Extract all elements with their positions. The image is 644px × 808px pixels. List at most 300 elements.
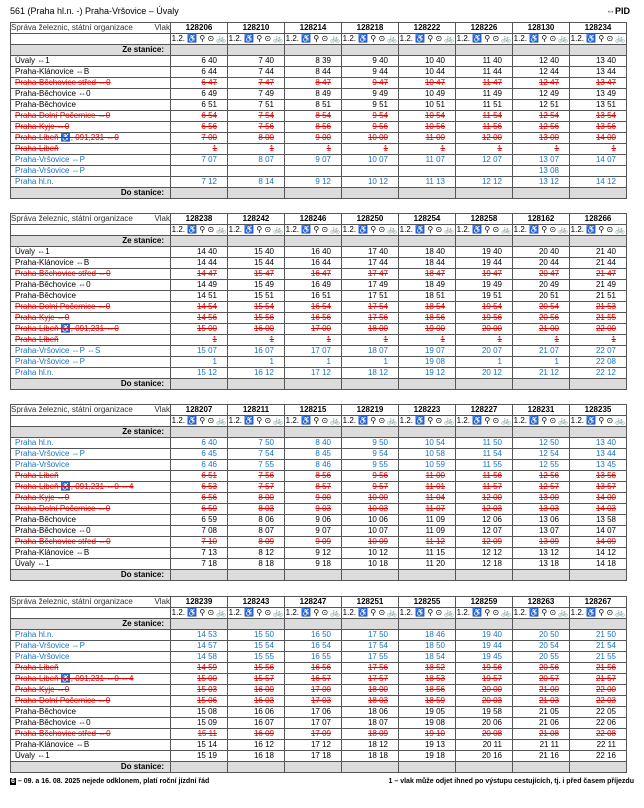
station-row bbox=[11, 258, 627, 269]
departure-time: 7 56 bbox=[228, 122, 285, 133]
departure-time: 11 55 bbox=[456, 460, 513, 471]
train-notes: 1.2. ♿ ⚲ ⊙ 🚲 bbox=[171, 34, 227, 43]
station-name: Praha-Vršovice bbox=[11, 460, 171, 471]
from-label: Ze stanice: bbox=[11, 619, 171, 630]
departure-time: 18 18 bbox=[342, 751, 399, 762]
station-name: Praha-Klánovice ⇔B bbox=[11, 740, 171, 751]
station-name: Praha-Libeň ♿, 091,231 ⇔0 bbox=[11, 133, 171, 144]
departure-time: 10 56 bbox=[399, 122, 456, 133]
departure-time: 8 47 bbox=[285, 78, 342, 89]
departure-time: 18 53 bbox=[399, 674, 456, 685]
departure-time: 11 40 bbox=[456, 56, 513, 67]
departure-time: 22 16 bbox=[570, 751, 627, 762]
departure-time: 11 01 bbox=[399, 482, 456, 493]
departure-time: 7 40 bbox=[228, 56, 285, 67]
operator-cell bbox=[11, 23, 171, 34]
station-name: Praha-Klánovice ⇔B bbox=[11, 548, 171, 559]
departure-time: 6 40 bbox=[171, 438, 228, 449]
train-notes: 1.2. ♿ ⚲ ⊙ 🚲 bbox=[171, 225, 227, 234]
departure-time: 18 07 bbox=[342, 718, 399, 729]
departure-time: 10 09 bbox=[342, 537, 399, 548]
departure-time: 17 49 bbox=[342, 280, 399, 291]
departure-time: 7 55 bbox=[228, 460, 285, 471]
departure-time: 10 07 bbox=[342, 526, 399, 537]
station-name: Praha-Libeň ♿, 091,231 ⇔0 ⇔4 bbox=[11, 674, 171, 685]
train-notes: 1.2. ♿ ⚲ ⊙ 🚲 bbox=[285, 34, 341, 43]
departure-time: 13 18 bbox=[513, 559, 570, 570]
departure-time: 17 00 bbox=[285, 324, 342, 335]
departure-time: 8 07 bbox=[228, 526, 285, 537]
departure-time: 11 07 bbox=[399, 155, 456, 166]
departure-time: 19 56 bbox=[456, 313, 513, 324]
departure-time: 12 00 bbox=[456, 493, 513, 504]
departure-time: 19 45 bbox=[456, 652, 513, 663]
timetable-section bbox=[10, 404, 626, 581]
departure-time: 9 57 bbox=[342, 482, 399, 493]
departure-time: 22 12 bbox=[570, 368, 627, 379]
departure-time: 7 18 bbox=[171, 559, 228, 570]
departure-time: 1 bbox=[342, 357, 399, 368]
departure-time: 9 44 bbox=[342, 67, 399, 78]
train-number: 128206 bbox=[171, 23, 228, 34]
departure-time bbox=[399, 166, 456, 177]
departure-time bbox=[285, 166, 342, 177]
departure-time: 13 03 bbox=[513, 504, 570, 515]
station-name: Praha-Běchovice ⇔0 bbox=[11, 89, 171, 100]
departure-time: 22 05 bbox=[570, 707, 627, 718]
departure-time: 7 50 bbox=[228, 438, 285, 449]
departure-time: 16 55 bbox=[285, 652, 342, 663]
train-notes: 1.2. ♿ ⚲ ⊙ 🚲 bbox=[456, 34, 512, 43]
departure-time: 6 51 bbox=[171, 100, 228, 111]
departure-time: 18 00 bbox=[342, 685, 399, 696]
station-name: Praha hl.n. bbox=[11, 630, 171, 641]
departure-time: 18 46 bbox=[399, 630, 456, 641]
departure-time: 14 00 bbox=[570, 133, 627, 144]
departure-time: 16 06 bbox=[228, 707, 285, 718]
departure-time: 17 03 bbox=[285, 696, 342, 707]
station-row bbox=[11, 368, 627, 379]
departure-time: 11 51 bbox=[456, 100, 513, 111]
train-number: 128226 bbox=[456, 23, 513, 34]
train-notes: 1.2. ♿ ⚲ ⊙ 🚲 bbox=[285, 608, 341, 617]
departure-time: 16 00 bbox=[228, 685, 285, 696]
departure-time: 12 09 bbox=[456, 537, 513, 548]
station-name: Praha-Klánovice ⇔B bbox=[11, 258, 171, 269]
departure-time: 21 16 bbox=[513, 751, 570, 762]
departure-time: 9 09 bbox=[285, 537, 342, 548]
departure-time: 10 58 bbox=[399, 449, 456, 460]
departure-time: 13 58 bbox=[570, 515, 627, 526]
vlak-label: Vlak bbox=[154, 214, 170, 223]
departure-time: 12 50 bbox=[513, 438, 570, 449]
from-label: Ze stanice: bbox=[11, 427, 171, 438]
departure-time: 10 12 bbox=[342, 177, 399, 188]
departure-time: 22 07 bbox=[570, 346, 627, 357]
departure-time: 19 51 bbox=[456, 291, 513, 302]
station-row bbox=[11, 471, 627, 482]
departure-time: 1 bbox=[228, 335, 285, 346]
station-row bbox=[11, 493, 627, 504]
departure-time: 16 54 bbox=[285, 302, 342, 313]
station-row bbox=[11, 313, 627, 324]
train-number: 128231 bbox=[513, 405, 570, 416]
departure-time: 1 bbox=[456, 335, 513, 346]
departure-time: 15 14 bbox=[171, 740, 228, 751]
departure-time: 13 06 bbox=[513, 515, 570, 526]
train-notes: 1.2. ♿ ⚲ ⊙ 🚲 bbox=[342, 608, 398, 617]
train-notes: 1.2. ♿ ⚲ ⊙ 🚲 bbox=[171, 416, 227, 425]
station-name: Praha-Běchovice střed ⇔0 bbox=[11, 729, 171, 740]
train-number: 128254 bbox=[399, 214, 456, 225]
departure-time: 6 59 bbox=[171, 515, 228, 526]
departure-time: 17 06 bbox=[285, 707, 342, 718]
departure-time: 9 12 bbox=[285, 177, 342, 188]
train-notes: 1.2. ♿ ⚲ ⊙ 🚲 bbox=[399, 34, 455, 43]
departure-time: 6 49 bbox=[171, 89, 228, 100]
departure-time: 9 54 bbox=[342, 111, 399, 122]
departure-time: 7 54 bbox=[228, 449, 285, 460]
departure-time: 18 54 bbox=[399, 652, 456, 663]
from-label: Ze stanice: bbox=[11, 236, 171, 247]
from-label: Ze stanice: bbox=[11, 45, 171, 56]
departure-time: 8 39 bbox=[285, 56, 342, 67]
departure-time: 16 57 bbox=[285, 674, 342, 685]
departure-time: 10 07 bbox=[342, 155, 399, 166]
train-number: 128211 bbox=[228, 405, 285, 416]
departure-time: 12 51 bbox=[513, 100, 570, 111]
departure-time: 8 49 bbox=[285, 89, 342, 100]
departure-time: 13 00 bbox=[513, 493, 570, 504]
station-row bbox=[11, 526, 627, 537]
timetable bbox=[10, 596, 627, 773]
departure-time: 15 51 bbox=[228, 291, 285, 302]
station-name: Praha-Vršovice ⇔P bbox=[11, 155, 171, 166]
departure-time: 17 56 bbox=[342, 313, 399, 324]
departure-time: 19 40 bbox=[456, 247, 513, 258]
departure-time: 14 18 bbox=[570, 559, 627, 570]
departure-time: 17 54 bbox=[342, 302, 399, 313]
station-row bbox=[11, 155, 627, 166]
station-row bbox=[11, 67, 627, 78]
departure-time: 19 10 bbox=[399, 729, 456, 740]
departure-time: 8 09 bbox=[228, 537, 285, 548]
departure-time: 9 00 bbox=[285, 133, 342, 144]
departure-time: 21 44 bbox=[570, 258, 627, 269]
departure-time: 6 53 bbox=[171, 482, 228, 493]
departure-time: 7 08 bbox=[171, 526, 228, 537]
to-label: Do stanice: bbox=[11, 188, 171, 199]
station-name: Praha hl.n. bbox=[11, 177, 171, 188]
departure-time: 20 00 bbox=[456, 685, 513, 696]
station-name: Praha-Libeň bbox=[11, 144, 171, 155]
train-number: 128242 bbox=[228, 214, 285, 225]
departure-time: 15 54 bbox=[228, 641, 285, 652]
departure-time: 17 18 bbox=[285, 751, 342, 762]
station-row bbox=[11, 718, 627, 729]
departure-time: 11 09 bbox=[399, 515, 456, 526]
departure-time: 20 55 bbox=[513, 652, 570, 663]
departure-time: 21 00 bbox=[513, 685, 570, 696]
departure-time bbox=[456, 166, 513, 177]
departure-time: 18 59 bbox=[399, 696, 456, 707]
departure-time: 21 05 bbox=[513, 707, 570, 718]
station-row bbox=[11, 674, 627, 685]
footnote-right: 1 – vlak může odjet ihned po výstupu cestujících, tj. i před časem příjezdu bbox=[388, 778, 634, 785]
train-number: 128255 bbox=[399, 597, 456, 608]
departure-time: 15 06 bbox=[171, 696, 228, 707]
station-name: Praha-Vršovice ⇔P bbox=[11, 449, 171, 460]
departure-time: 16 40 bbox=[285, 247, 342, 258]
departure-time: 10 00 bbox=[342, 493, 399, 504]
departure-time: 13 54 bbox=[570, 111, 627, 122]
departure-time: 14 57 bbox=[171, 641, 228, 652]
station-name: Praha-Běchovice střed ⇔0 bbox=[11, 537, 171, 548]
station-name: Úvaly ⇔1 bbox=[11, 751, 171, 762]
station-name: Praha-Vršovice ⇔P bbox=[11, 641, 171, 652]
timetable bbox=[10, 404, 627, 581]
departure-time: 15 00 bbox=[171, 674, 228, 685]
departure-time: 19 40 bbox=[456, 630, 513, 641]
departure-time: 9 47 bbox=[342, 78, 399, 89]
departure-time: 9 54 bbox=[342, 449, 399, 460]
departure-time: 17 44 bbox=[342, 258, 399, 269]
train-number: 128267 bbox=[570, 597, 627, 608]
departure-time: 15 08 bbox=[171, 707, 228, 718]
departure-time: 20 11 bbox=[456, 740, 513, 751]
station-row bbox=[11, 357, 627, 368]
station-name: Praha-Dolní Počernice ⇔0 bbox=[11, 696, 171, 707]
train-notes: 1.2. ♿ ⚲ ⊙ 🚲 bbox=[513, 34, 569, 43]
departure-time: 15 54 bbox=[228, 302, 285, 313]
departure-time: 13 08 bbox=[513, 166, 570, 177]
departure-time: 21 55 bbox=[570, 652, 627, 663]
departure-time: 7 47 bbox=[228, 78, 285, 89]
station-row bbox=[11, 177, 627, 188]
departure-time: 15 00 bbox=[171, 324, 228, 335]
station-name: Praha-Běchovice ⇔0 bbox=[11, 526, 171, 537]
departure-time: 9 06 bbox=[285, 515, 342, 526]
departure-time: 15 49 bbox=[228, 280, 285, 291]
departure-time: 21 03 bbox=[513, 696, 570, 707]
departure-time: 16 56 bbox=[285, 663, 342, 674]
vlak-label: Vlak bbox=[154, 23, 170, 32]
departure-time: 1 bbox=[171, 144, 228, 155]
departure-time bbox=[171, 166, 228, 177]
departure-time: 1 bbox=[228, 357, 285, 368]
station-row bbox=[11, 696, 627, 707]
departure-time: 11 56 bbox=[456, 122, 513, 133]
station-name: Praha-Běchovice střed ⇔0 bbox=[11, 78, 171, 89]
departure-time: 18 40 bbox=[399, 247, 456, 258]
departure-time: 22 08 bbox=[570, 729, 627, 740]
departure-time: 8 56 bbox=[285, 122, 342, 133]
departure-time: 15 07 bbox=[171, 346, 228, 357]
departure-time: 12 12 bbox=[456, 177, 513, 188]
operator-cell bbox=[11, 214, 171, 225]
station-row bbox=[11, 641, 627, 652]
station-row bbox=[11, 449, 627, 460]
departure-time: 10 51 bbox=[399, 100, 456, 111]
departure-time bbox=[228, 166, 285, 177]
departure-time: 13 40 bbox=[570, 438, 627, 449]
departure-time: 11 49 bbox=[456, 89, 513, 100]
departure-time: 1 bbox=[342, 335, 399, 346]
departure-time: 19 49 bbox=[456, 280, 513, 291]
train-number: 128251 bbox=[342, 597, 399, 608]
footnote-marker: 6 bbox=[11, 778, 15, 785]
station-name: Praha-Vršovice ⇔P bbox=[11, 357, 171, 368]
departure-time: 1 bbox=[456, 357, 513, 368]
train-notes: 1.2. ♿ ⚲ ⊙ 🚲 bbox=[456, 608, 512, 617]
station-name: Praha-Běchovice bbox=[11, 291, 171, 302]
departure-time: 18 44 bbox=[399, 258, 456, 269]
departure-time: 8 07 bbox=[228, 155, 285, 166]
station-name: Praha-Kyje ⇔0 bbox=[11, 122, 171, 133]
departure-time: 6 47 bbox=[171, 78, 228, 89]
departure-time: 17 50 bbox=[342, 630, 399, 641]
train-notes: 1.2. ♿ ⚲ ⊙ 🚲 bbox=[570, 34, 626, 43]
departure-time: 7 10 bbox=[171, 537, 228, 548]
station-row bbox=[11, 335, 627, 346]
departure-time: 20 08 bbox=[456, 729, 513, 740]
vlak-label: Vlak bbox=[154, 597, 170, 606]
to-label: Do stanice: bbox=[11, 570, 171, 581]
departure-time: 8 03 bbox=[228, 504, 285, 515]
station-name: Praha-Dolní Počernice ⇔0 bbox=[11, 504, 171, 515]
train-number: 128266 bbox=[570, 214, 627, 225]
departure-time: 20 44 bbox=[513, 258, 570, 269]
station-row bbox=[11, 652, 627, 663]
departure-time: 13 12 bbox=[513, 177, 570, 188]
departure-time: 19 57 bbox=[456, 674, 513, 685]
departure-time bbox=[342, 166, 399, 177]
departure-time: 21 00 bbox=[513, 324, 570, 335]
station-row bbox=[11, 729, 627, 740]
departure-time: 8 00 bbox=[228, 493, 285, 504]
station-row bbox=[11, 685, 627, 696]
departure-time: 21 07 bbox=[513, 346, 570, 357]
train-notes: 1.2. ♿ ⚲ ⊙ 🚲 bbox=[342, 34, 398, 43]
departure-time: 10 06 bbox=[342, 515, 399, 526]
station-name: Úvaly ⇔1 bbox=[11, 56, 171, 67]
departure-time: 16 00 bbox=[228, 324, 285, 335]
departure-time: 1 bbox=[570, 335, 627, 346]
departure-time: 6 45 bbox=[171, 449, 228, 460]
departure-time: 12 12 bbox=[456, 548, 513, 559]
departure-time: 18 51 bbox=[399, 291, 456, 302]
departure-time: 18 49 bbox=[399, 280, 456, 291]
departure-time: 17 51 bbox=[342, 291, 399, 302]
departure-time: 1 bbox=[513, 357, 570, 368]
departure-time: 6 56 bbox=[171, 122, 228, 133]
departure-time: 14 03 bbox=[570, 504, 627, 515]
departure-time: 17 56 bbox=[342, 663, 399, 674]
station-name: Praha-Libeň bbox=[11, 471, 171, 482]
train-number: 128263 bbox=[513, 597, 570, 608]
departure-time: 15 50 bbox=[228, 630, 285, 641]
departure-time: 9 07 bbox=[285, 526, 342, 537]
station-name: Praha-Kyje ⇔0 bbox=[11, 493, 171, 504]
station-row bbox=[11, 122, 627, 133]
departure-time: 11 47 bbox=[456, 78, 513, 89]
departure-time: 21 51 bbox=[570, 291, 627, 302]
departure-time: 8 44 bbox=[285, 67, 342, 78]
departure-time: 1 bbox=[570, 144, 627, 155]
departure-time: 17 09 bbox=[285, 729, 342, 740]
departure-time: 18 12 bbox=[342, 740, 399, 751]
departure-time: 12 54 bbox=[513, 449, 570, 460]
station-row bbox=[11, 78, 627, 89]
departure-time: 6 59 bbox=[171, 504, 228, 515]
departure-time: 12 03 bbox=[456, 504, 513, 515]
station-row bbox=[11, 460, 627, 471]
departure-time: 1 bbox=[285, 335, 342, 346]
station-name: Praha-Běchovice bbox=[11, 707, 171, 718]
departure-time: 17 12 bbox=[285, 368, 342, 379]
departure-time: 22 00 bbox=[570, 685, 627, 696]
station-row bbox=[11, 89, 627, 100]
station-row bbox=[11, 302, 627, 313]
departure-time: 14 59 bbox=[171, 663, 228, 674]
departure-time: 20 54 bbox=[513, 302, 570, 313]
departure-time: 9 50 bbox=[342, 438, 399, 449]
departure-time: 17 55 bbox=[342, 652, 399, 663]
departure-time: 20 16 bbox=[456, 751, 513, 762]
departure-time: 20 12 bbox=[456, 368, 513, 379]
station-row bbox=[11, 247, 627, 258]
departure-time: 19 47 bbox=[456, 269, 513, 280]
train-notes: 1.2. ♿ ⚲ ⊙ 🚲 bbox=[456, 225, 512, 234]
departure-time: 7 44 bbox=[228, 67, 285, 78]
station-row bbox=[11, 280, 627, 291]
departure-time: 10 03 bbox=[342, 504, 399, 515]
station-name: Úvaly ⇔1 bbox=[11, 559, 171, 570]
departure-time: 17 57 bbox=[342, 674, 399, 685]
train-notes: 1.2. ♿ ⚲ ⊙ 🚲 bbox=[228, 225, 284, 234]
train-notes: 1.2. ♿ ⚲ ⊙ 🚲 bbox=[228, 608, 284, 617]
station-row bbox=[11, 100, 627, 111]
train-number: 128210 bbox=[228, 23, 285, 34]
departure-time: 19 56 bbox=[456, 663, 513, 674]
departure-time: 20 03 bbox=[456, 696, 513, 707]
station-name: Praha-Libeň ♿, 091,231 ⇔0 ⇔4 bbox=[11, 482, 171, 493]
timetable bbox=[10, 22, 627, 199]
departure-time: 11 56 bbox=[456, 471, 513, 482]
departure-time: 11 12 bbox=[399, 537, 456, 548]
departure-time: 16 51 bbox=[285, 291, 342, 302]
departure-time: 8 12 bbox=[228, 548, 285, 559]
departure-time: 1 bbox=[285, 357, 342, 368]
station-row bbox=[11, 346, 627, 357]
train-number: 128246 bbox=[285, 214, 342, 225]
departure-time: 17 00 bbox=[285, 685, 342, 696]
train-notes: 1.2. ♿ ⚲ ⊙ 🚲 bbox=[228, 416, 284, 425]
to-label: Do stanice: bbox=[11, 762, 171, 773]
train-number: 128227 bbox=[456, 405, 513, 416]
station-name: Praha-Běchovice bbox=[11, 515, 171, 526]
departure-time: 11 09 bbox=[399, 526, 456, 537]
departure-time: 16 50 bbox=[285, 630, 342, 641]
departure-time: 17 07 bbox=[285, 718, 342, 729]
departure-time: 14 56 bbox=[171, 313, 228, 324]
station-row bbox=[11, 269, 627, 280]
departure-time: 9 56 bbox=[342, 471, 399, 482]
departure-time: 16 07 bbox=[228, 718, 285, 729]
departure-time: 19 44 bbox=[456, 258, 513, 269]
vlak-label: Vlak bbox=[154, 405, 170, 414]
departure-time: 8 00 bbox=[228, 133, 285, 144]
